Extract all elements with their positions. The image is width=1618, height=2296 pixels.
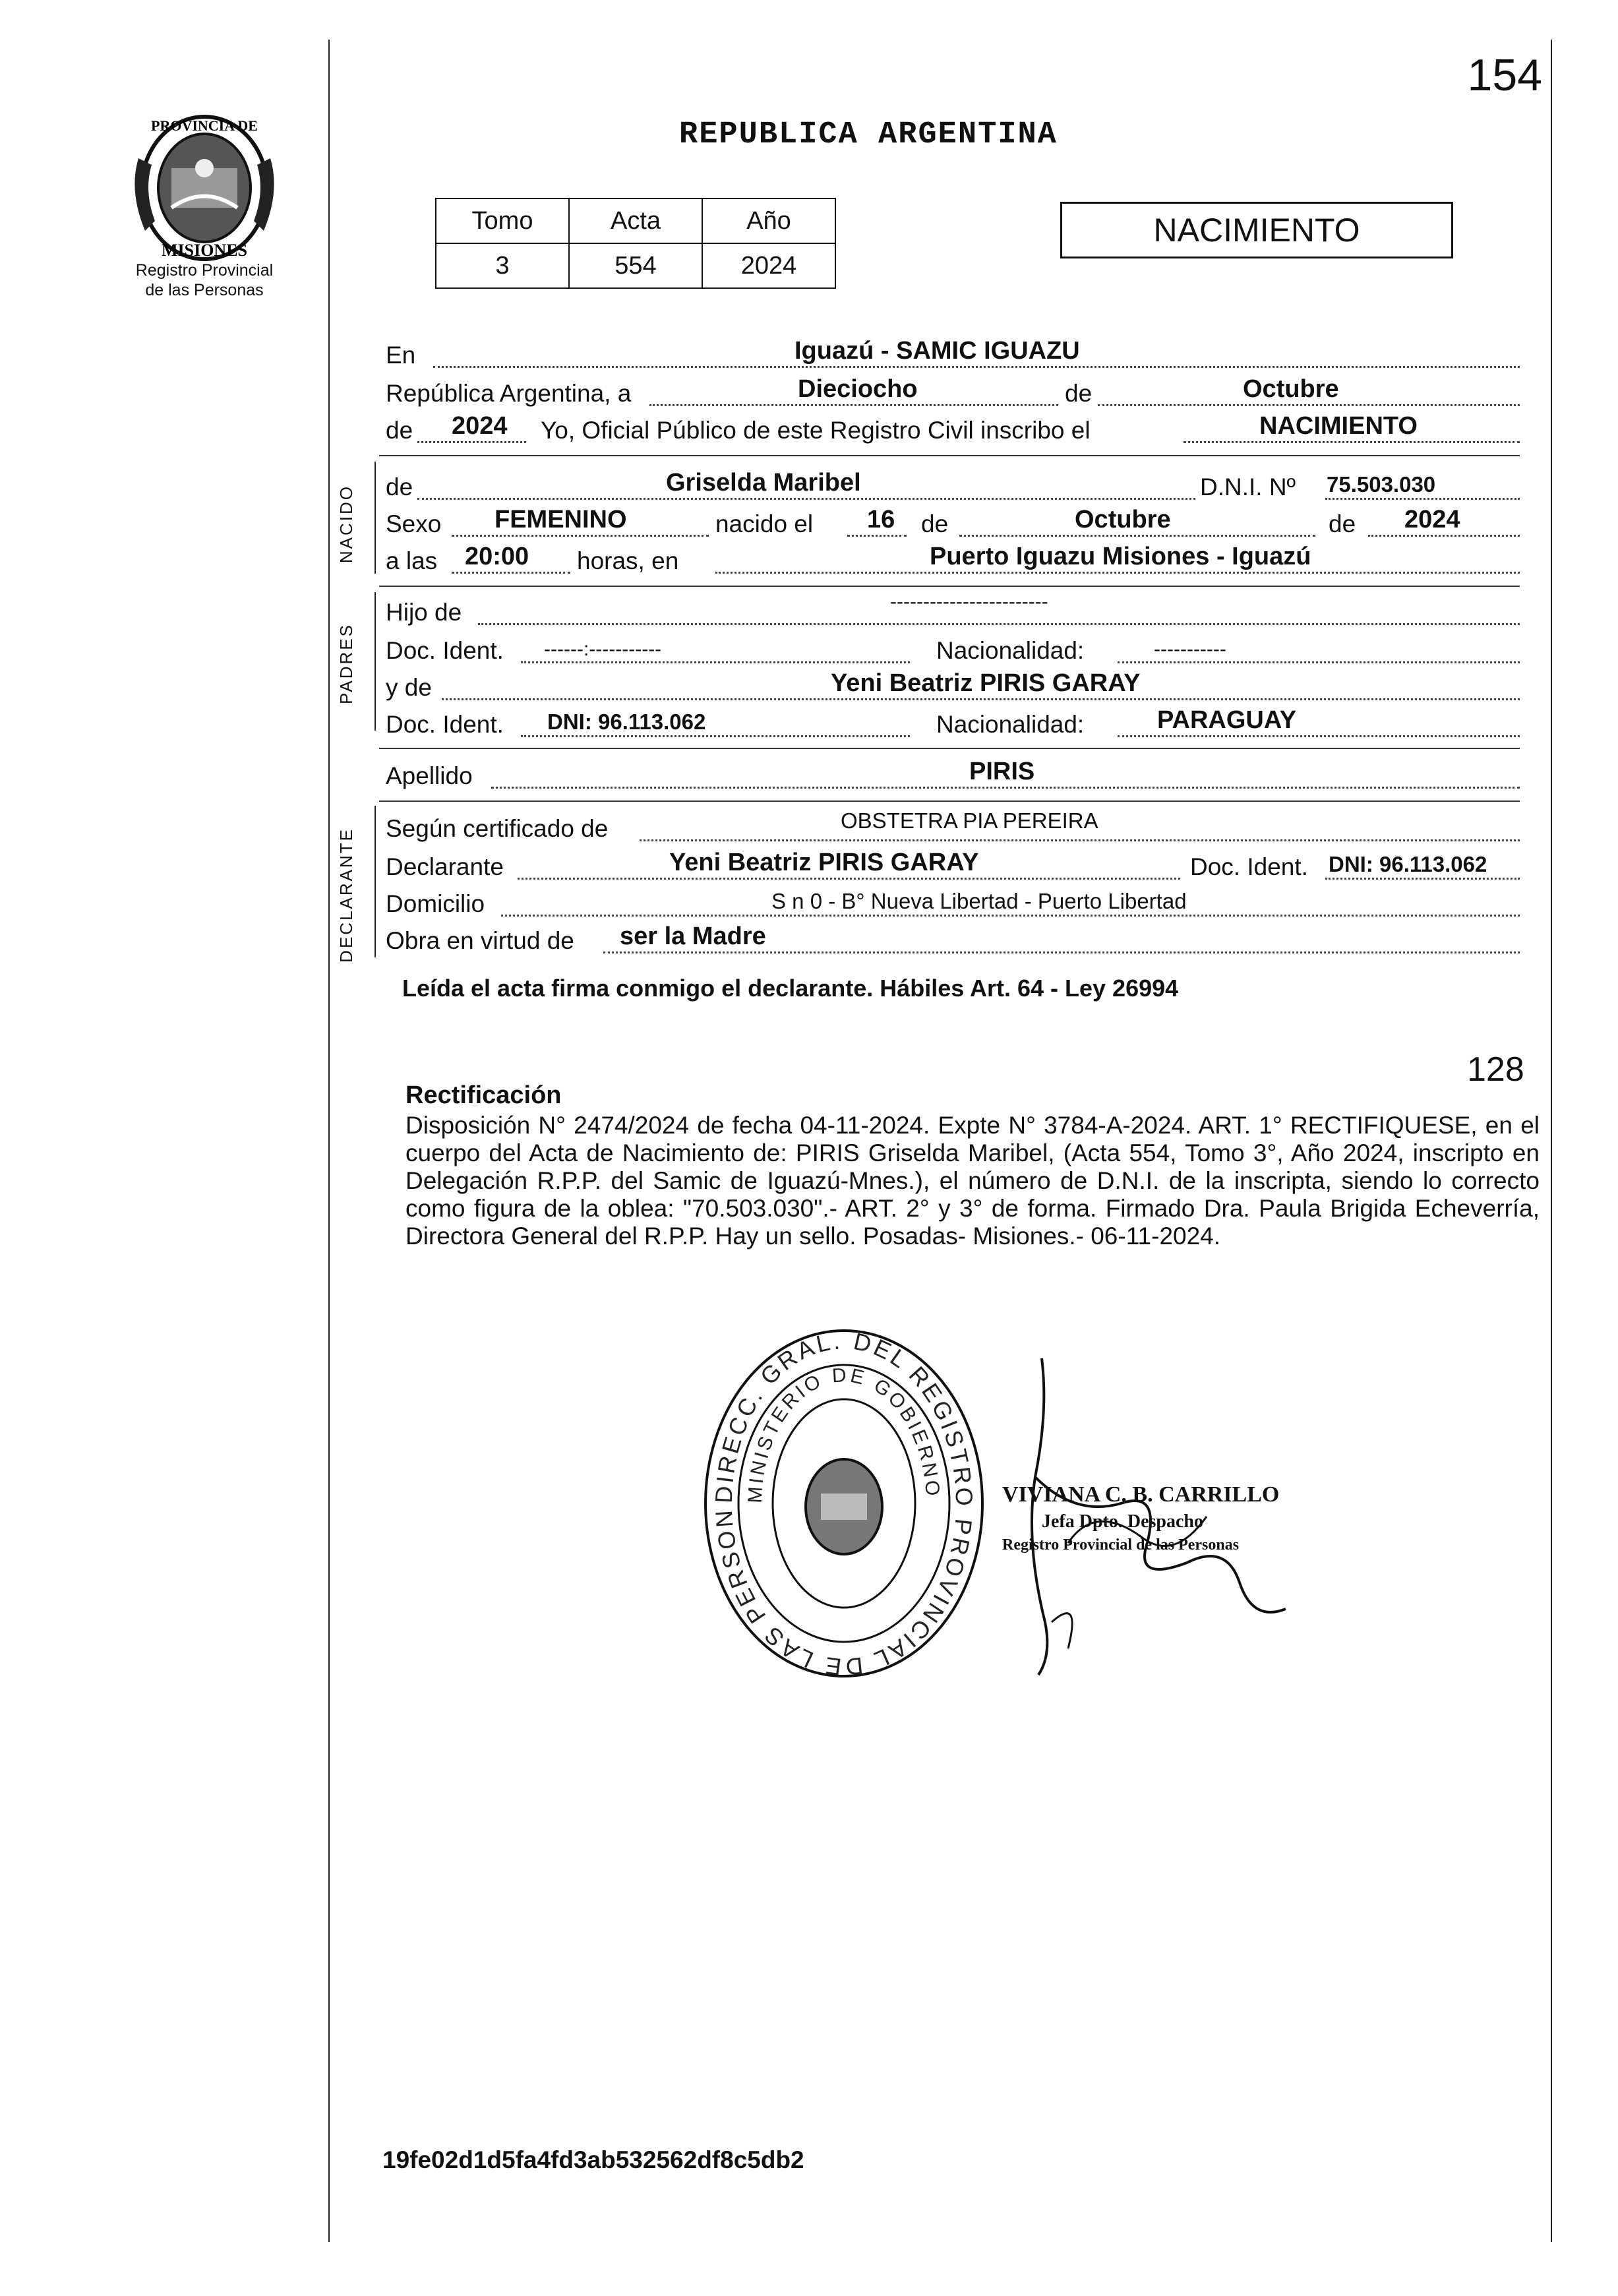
label-de: de [1329, 510, 1356, 537]
leida-statement: Leída el acta firma conmigo el declarante. Hábiles Art. 64 - Ley 26994 [402, 975, 1179, 1002]
row-domicilio [386, 885, 1520, 923]
value-dni: 75.503.030 [1327, 472, 1436, 497]
dots [847, 535, 907, 537]
value-hora: 20:00 [465, 543, 529, 570]
dots [1184, 441, 1520, 443]
value-lugar-nac: Puerto Iguazu Misiones - Iguazú [930, 543, 1311, 570]
value-lugar-inscripcion: Iguazú - SAMIC IGUAZU [794, 337, 1080, 365]
label-a-las: a las [386, 547, 438, 574]
dots [452, 572, 570, 574]
row-madre-doc [386, 706, 1520, 744]
value-mes: Octubre [1243, 375, 1339, 403]
value-declarante-doc: DNI: 96.113.062 [1329, 852, 1487, 876]
section-bracket [375, 462, 376, 574]
label-y-de: y de [386, 674, 432, 701]
value-declarante: Yeni Beatriz PIRIS GARAY [669, 849, 979, 876]
row-padre-doc [386, 632, 1520, 670]
value-anio-nac: 2024 [1404, 506, 1460, 533]
dots [1368, 535, 1520, 537]
dots [1325, 498, 1520, 500]
dots [501, 915, 1520, 917]
label-de: de [921, 510, 949, 537]
label-nacionalidad: Nacionalidad: [936, 637, 1085, 664]
label-doc-ident: Doc. Ident. [386, 711, 504, 738]
seal-inner-text: MINISTERIO DE GOBIERNO [744, 1364, 944, 1504]
acta-value-acta: 554 [569, 243, 702, 288]
label-obra: Obra en virtud de [386, 927, 574, 954]
document-hash: 19fe02d1d5fa4fd3ab532562df8c5db2 [382, 2146, 804, 2173]
dots [1118, 661, 1520, 663]
row-nacido-hora [386, 542, 1520, 580]
acta-header-acta: Acta [569, 198, 702, 243]
dots [649, 404, 1058, 406]
row-hijo-de [386, 593, 1520, 632]
dots [478, 623, 1520, 625]
dots [1325, 878, 1520, 880]
value-domicilio: S n 0 - B° Nueva Libertad - Puerto Libertad [771, 889, 1187, 913]
logo-text-top: PROVINCIA DE [151, 117, 258, 134]
stamp-line2: Jefa Dpto. Despacho [1042, 1511, 1203, 1532]
dots [417, 498, 1195, 500]
dots [518, 878, 1180, 880]
org-line2: de las Personas [145, 281, 264, 299]
rectification-number: 128 [1467, 1050, 1524, 1089]
section-label-declarante: DECLARANTE [336, 828, 356, 963]
value-certificado: OBSTETRA PIA PEREIRA [841, 808, 1098, 833]
row-nacido-nombre [386, 468, 1520, 506]
acta-value-anio: 2024 [702, 243, 835, 288]
row-republica [386, 375, 1520, 413]
value-nombre: Griselda Maribel [666, 469, 861, 497]
org-line1: Registro Provincial [135, 261, 274, 280]
act-type-box: NACIMIENTO [1060, 202, 1453, 258]
row-y-de [386, 669, 1520, 707]
label-de: de [1065, 380, 1093, 407]
value-mes-nac: Octubre [1075, 506, 1171, 533]
acta-header-anio: Año [702, 198, 835, 243]
value-anio: 2024 [452, 412, 508, 440]
section-separator [379, 455, 1520, 456]
dots [433, 366, 1520, 368]
dots [1098, 404, 1520, 406]
label-doc-ident: Doc. Ident. [1190, 853, 1308, 880]
row-nacido-sexo [386, 505, 1520, 543]
section-label-padres: PADRES [336, 623, 356, 704]
label-sexo: Sexo [386, 510, 442, 537]
value-sexo: FEMENINO [494, 506, 627, 533]
dots [452, 535, 709, 537]
dots [1118, 735, 1520, 737]
country-title: REPUBLICA ARGENTINA [679, 117, 1058, 152]
value-inscribo: NACIMIENTO [1259, 412, 1418, 440]
label-republica: República Argentina, a [386, 380, 632, 407]
logo-text-bottom: MISIONES [161, 241, 248, 260]
label-hijo-de: Hijo de [386, 599, 462, 626]
label-dni: D.N.I. Nº [1200, 473, 1296, 500]
dots [442, 698, 1520, 700]
value-dia-nac: 16 [867, 506, 895, 533]
section-bracket [375, 806, 376, 957]
label-doc-ident: Doc. Ident. [386, 637, 504, 664]
row-segun [386, 810, 1520, 848]
section-separator [379, 586, 1520, 587]
value-madre: Yeni Beatriz PIRIS GARAY [831, 669, 1141, 697]
section-separator [379, 801, 1520, 802]
row-anio [386, 411, 1520, 450]
acta-header-tomo: Tomo [436, 198, 569, 243]
row-declarante [386, 848, 1520, 886]
label-segun: Según certificado de [386, 815, 609, 842]
row-apellido [386, 757, 1520, 795]
section-label-nacido: NACIDO [336, 485, 356, 564]
rectification-text: Disposición N° 2474/2024 de fecha 04-11-2024. Expte N° 3784-A-2024. ART. 1° RECTIFIQUESE, en el cuerpo del Acta de Nacimiento de: PIRIS Griselda Maribel, (Acta 554, Tomo 3°, Año 2024, inscripto en Delegación R.P.P. del Samic de Iguazú-Mnes.), el número de D.N.I. de la inscripta, siendo lo correcto como figura de la oblea: "70.503.030".- ART. 2° y 3° de forma. Firmado Dra. Paula Brigida Echeverría, Directora General del R.P.P. Hay un sello. Posadas- Misiones.- 06-11-2024. [405, 1112, 1540, 1250]
org-name [99, 260, 310, 300]
row-en [386, 336, 1520, 375]
label-de: de [386, 473, 413, 500]
label-declarante: Declarante [386, 853, 504, 880]
label-nacido-el: nacido el [715, 510, 814, 537]
value-padre-nac: ----------- [1154, 638, 1226, 660]
dots [521, 735, 910, 737]
value-dia: Dieciocho [798, 375, 918, 403]
acta-table [435, 198, 836, 289]
stamp-line3: Registro Provincial de las Personas [1002, 1536, 1240, 1554]
right-margin-rule [1551, 40, 1552, 2242]
dots [491, 787, 1520, 789]
dots [640, 839, 1520, 841]
page-number: 154 [1467, 50, 1542, 100]
left-margin-rule [328, 40, 330, 2242]
value-madre-doc: DNI: 96.113.062 [547, 710, 706, 734]
dots [417, 441, 526, 443]
label-horas-en: horas, en [577, 547, 679, 574]
value-padre-doc: ------:----------- [544, 638, 662, 660]
label-nacionalidad: Nacionalidad: [936, 711, 1085, 738]
seal-outer-text: DIRECC. GRAL. DEL REGISTRO PROVINCIAL DE LAS PERSON [709, 1327, 978, 1681]
value-apellido: PIRIS [969, 758, 1035, 785]
dots [715, 572, 1520, 574]
province-logo [119, 106, 290, 270]
acta-value-tomo: 3 [436, 243, 569, 288]
value-madre-nac: PARAGUAY [1157, 706, 1297, 734]
value-obra: ser la Madre [620, 922, 766, 950]
stamp-line1: VIVIANA C. B. CARRILLO [1002, 1482, 1280, 1507]
label-en: En [386, 342, 416, 369]
label-apellido: Apellido [386, 762, 473, 789]
dots [603, 952, 1520, 953]
label-de: de [386, 417, 413, 444]
dots [959, 535, 1315, 537]
section-separator [379, 748, 1520, 749]
official-seal [699, 1325, 989, 1681]
rectification-title: Rectificación [405, 1081, 562, 1109]
section-bracket [375, 592, 376, 731]
label-oficial: Yo, Oficial Público de este Registro Civil inscribo el [541, 417, 1091, 444]
dots [521, 661, 910, 663]
label-domicilio: Domicilio [386, 890, 485, 917]
value-padre: ------------------------ [890, 591, 1048, 613]
row-obra [386, 922, 1520, 960]
